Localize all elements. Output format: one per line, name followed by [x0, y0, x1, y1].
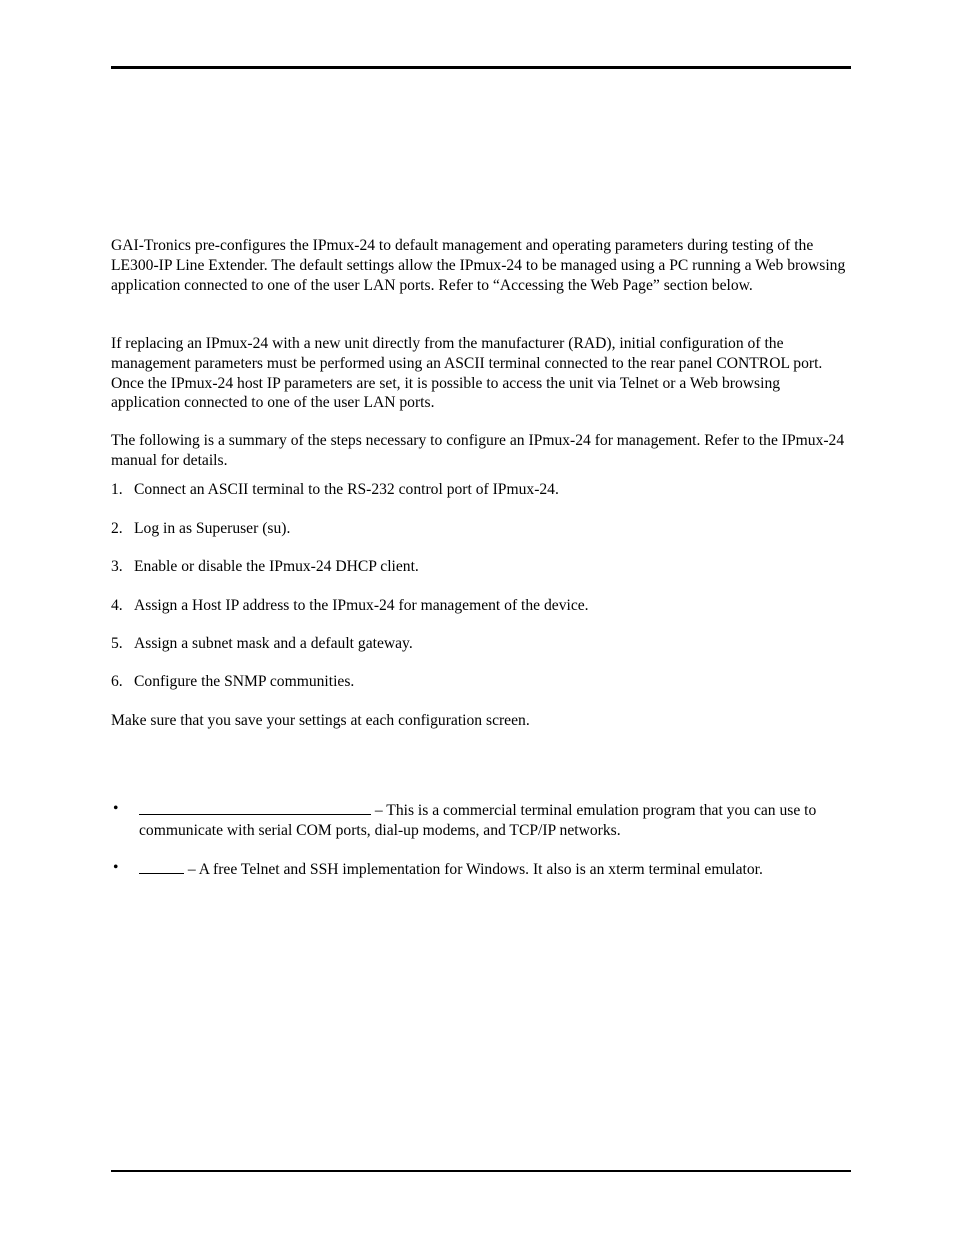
summary-paragraph: The following is a summary of the steps necessary to configure an IPmux-24 for management. Refer to the IPmux-24 manual for details.	[111, 432, 845, 469]
step-number: 4.	[111, 597, 123, 614]
step-item	[111, 557, 851, 577]
save-note-paragraph: Make sure that you save your settings at each configuration screen.	[111, 712, 530, 729]
bullet-text: – This is a commercial terminal emulation program that you can use to communicate with serial COM ports, dial-up modems, and TCP/IP networks.	[139, 802, 817, 839]
step-item	[111, 596, 851, 616]
step-number: 5.	[111, 635, 123, 652]
bullet-item-telnet-program	[111, 858, 851, 880]
step-number: 1.	[111, 481, 123, 498]
bullet-marker: •	[113, 859, 119, 876]
step-item	[111, 634, 851, 654]
replacing-unit-paragraph: If replacing an IPmux-24 with a new unit directly from the manufacturer (RAD), initial configuration of the management parameters must be performed using an ASCII terminal connected to the rear panel CONTROL port. Once the IPmux-24 host IP parameters are set, it is possible to access the unit via Telnet or a Web browsing application connected to one of the user LAN ports.	[111, 335, 823, 412]
step-number: 2.	[111, 520, 123, 537]
step-item	[111, 672, 851, 692]
bullet-marker: •	[113, 800, 119, 817]
step-item	[111, 480, 851, 500]
bullet-item-terminal-program	[111, 799, 851, 841]
bullet-text: – A free Telnet and SSH implementation for Windows. It also is an xterm terminal emulator.	[184, 861, 763, 878]
step-text: Assign a subnet mask and a default gateway.	[134, 635, 413, 652]
step-text: Connect an ASCII terminal to the RS-232 control port of IPmux-24.	[134, 481, 559, 498]
step-text: Assign a Host IP address to the IPmux-24 for management of the device.	[134, 597, 589, 614]
step-number: 3.	[111, 558, 123, 575]
step-text: Configure the SNMP communities.	[134, 673, 355, 690]
link-placeholder-underline[interactable]	[139, 858, 184, 874]
step-number: 6.	[111, 673, 123, 690]
step-item	[111, 519, 851, 539]
step-text: Log in as Superuser (su).	[134, 520, 291, 537]
intro-paragraph: GAI-Tronics pre-configures the IPmux-24 to default management and operating parameters during testing of the LE300-IP Line Extender. The default settings allow the IPmux-24 to be managed using a PC running a Web browsing application connected to one of the user LAN ports. Refer to “Accessing the Web Page” section below.	[111, 237, 846, 294]
header-rule	[111, 66, 851, 69]
footer-rule	[111, 1170, 851, 1172]
link-placeholder-underline[interactable]	[139, 799, 371, 815]
step-text: Enable or disable the IPmux-24 DHCP client.	[134, 558, 419, 575]
